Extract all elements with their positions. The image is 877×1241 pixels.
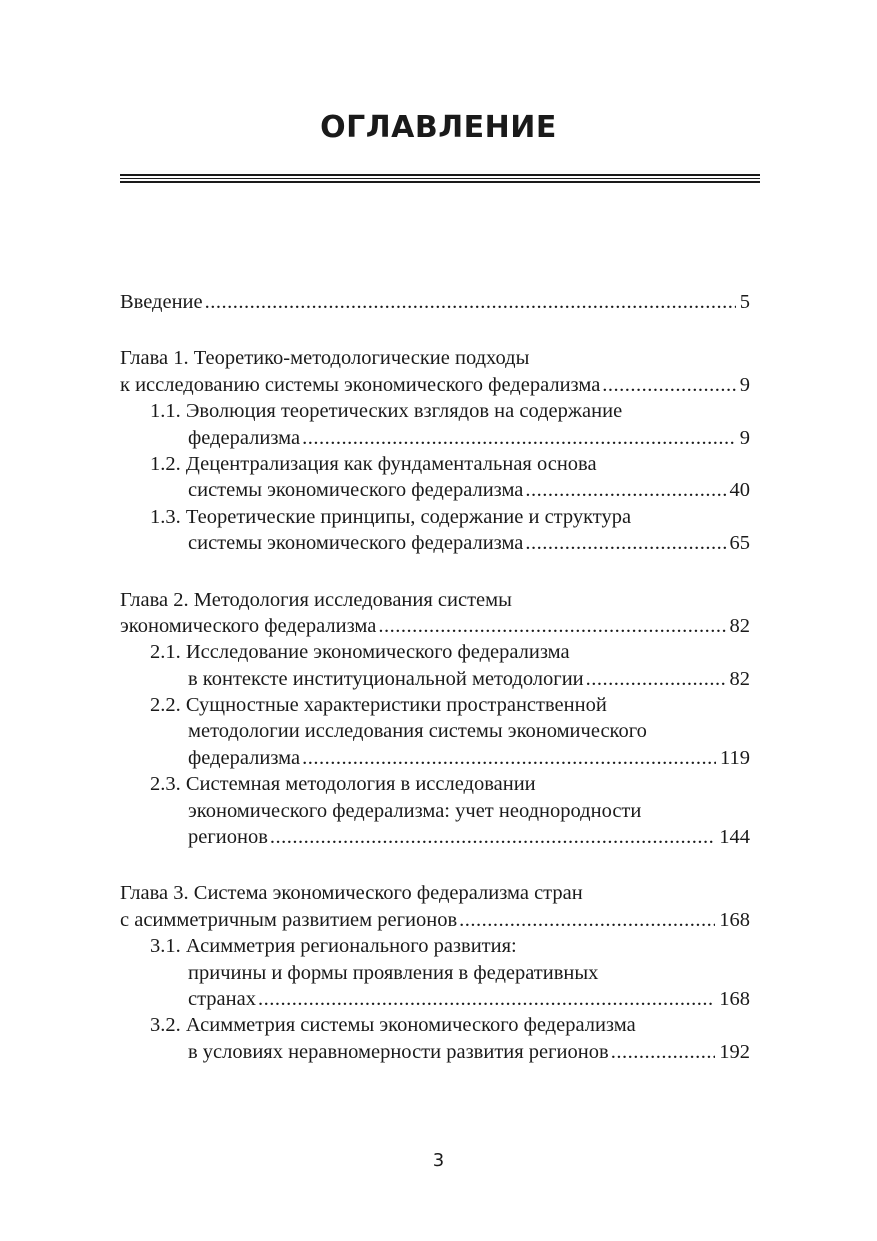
toc-entry-title-end: в условиях неравномерности развития регионов: [188, 1040, 609, 1063]
toc-entry-title-end: в контексте институциональной методологии: [188, 667, 584, 690]
toc-entry-section-2-1: [120, 639, 750, 692]
toc-entry-title: Глава 1. Теоретико-методологические подходы: [120, 347, 530, 370]
toc-page-number: 192: [719, 1040, 750, 1063]
toc-entry-chapter-3: [120, 880, 750, 933]
dot-leader: [602, 372, 735, 398]
dot-leader: [459, 907, 715, 933]
dot-leader: [586, 666, 726, 692]
table-of-contents: [120, 289, 750, 1065]
toc-entry-title-end: странах: [188, 987, 256, 1010]
toc-entry-title-end: системы экономического федерализма: [188, 532, 524, 555]
dot-leader: [525, 530, 725, 556]
toc-page-number: 144: [719, 826, 750, 849]
toc-page-number: 168: [719, 908, 750, 931]
toc-page-number: 5: [739, 291, 750, 313]
toc-page-number: 9: [739, 373, 750, 396]
title-divider-bottom: [120, 181, 760, 183]
toc-entry-title: Введение: [120, 291, 203, 313]
toc-entry-title: 3.2. Асимметрия системы экономического федерализма: [150, 1014, 636, 1037]
toc-entry-title-continued: методологии исследования системы экономического: [188, 720, 647, 743]
toc-entry-title-end: с асимметричным развитием регионов: [120, 908, 458, 931]
title-divider-middle: [120, 178, 760, 179]
toc-entry-section-1-3: [120, 504, 750, 557]
toc-entry-section-2-3: [120, 771, 750, 850]
toc-entry-title: Глава 2. Методология исследования системы: [120, 588, 512, 611]
dot-leader: [270, 824, 715, 850]
toc-entry-introduction: [120, 289, 750, 315]
toc-entry-title: 3.1. Асимметрия регионального развития:: [150, 935, 517, 958]
toc-entry-title: 2.3. Системная методология в исследовании: [150, 773, 536, 796]
toc-entry-chapter-2: [120, 587, 750, 640]
dot-leader: [302, 425, 736, 451]
toc-entry-section-2-2: [120, 692, 750, 771]
toc-entry-section-3-1: [120, 933, 750, 1012]
toc-entry-chapter-1: [120, 345, 750, 398]
toc-entry-title-end: системы экономического федерализма: [188, 479, 524, 502]
page-number: 3: [432, 1150, 445, 1171]
toc-entry-section-1-1: [120, 398, 750, 451]
toc-entry-title: 2.2. Сущностные характеристики пространственной: [150, 694, 607, 717]
toc-entry-title-continued: экономического федерализма: учет неоднородности: [188, 799, 642, 822]
toc-entry-title-end: регионов: [188, 826, 268, 849]
toc-entry-title-end: к исследованию системы экономического федерализма: [120, 373, 601, 396]
dot-leader: [378, 613, 725, 639]
toc-entry-title-continued: причины и формы проявления в федеративных: [188, 961, 599, 984]
toc-entry-title: 2.1. Исследование экономического федерализма: [150, 641, 570, 664]
toc-page-number: 82: [729, 667, 750, 690]
dot-leader: [611, 1039, 716, 1065]
dot-leader: [205, 289, 736, 315]
toc-page-number: 82: [729, 614, 750, 637]
toc-entry-title-end: федерализма: [188, 746, 301, 769]
title-divider-top: [120, 174, 760, 176]
toc-entry-title: 1.3. Теоретические принципы, содержание и структура: [150, 505, 632, 528]
toc-entry-title: Глава 3. Система экономического федерализма стран: [120, 882, 583, 905]
toc-page-number: 65: [729, 532, 750, 555]
toc-entry-title-end: экономического федерализма: [120, 614, 377, 637]
page-title: ОГЛАВЛЕНИЕ: [320, 110, 557, 145]
dot-leader: [258, 986, 715, 1012]
toc-page-number: 9: [739, 426, 750, 449]
toc-page-number: 119: [720, 746, 750, 769]
toc-page-number: 40: [729, 479, 750, 502]
toc-entry-section-1-2: [120, 451, 750, 504]
toc-entry-title: 1.1. Эволюция теоретических взглядов на содержание: [150, 400, 623, 423]
toc-entry-section-3-2: [120, 1012, 750, 1065]
toc-entry-title: 1.2. Децентрализация как фундаментальная основа: [150, 452, 597, 475]
dot-leader: [302, 745, 716, 771]
toc-entry-title-end: федерализма: [188, 426, 301, 449]
dot-leader: [525, 477, 725, 503]
toc-page-number: 168: [719, 987, 750, 1010]
